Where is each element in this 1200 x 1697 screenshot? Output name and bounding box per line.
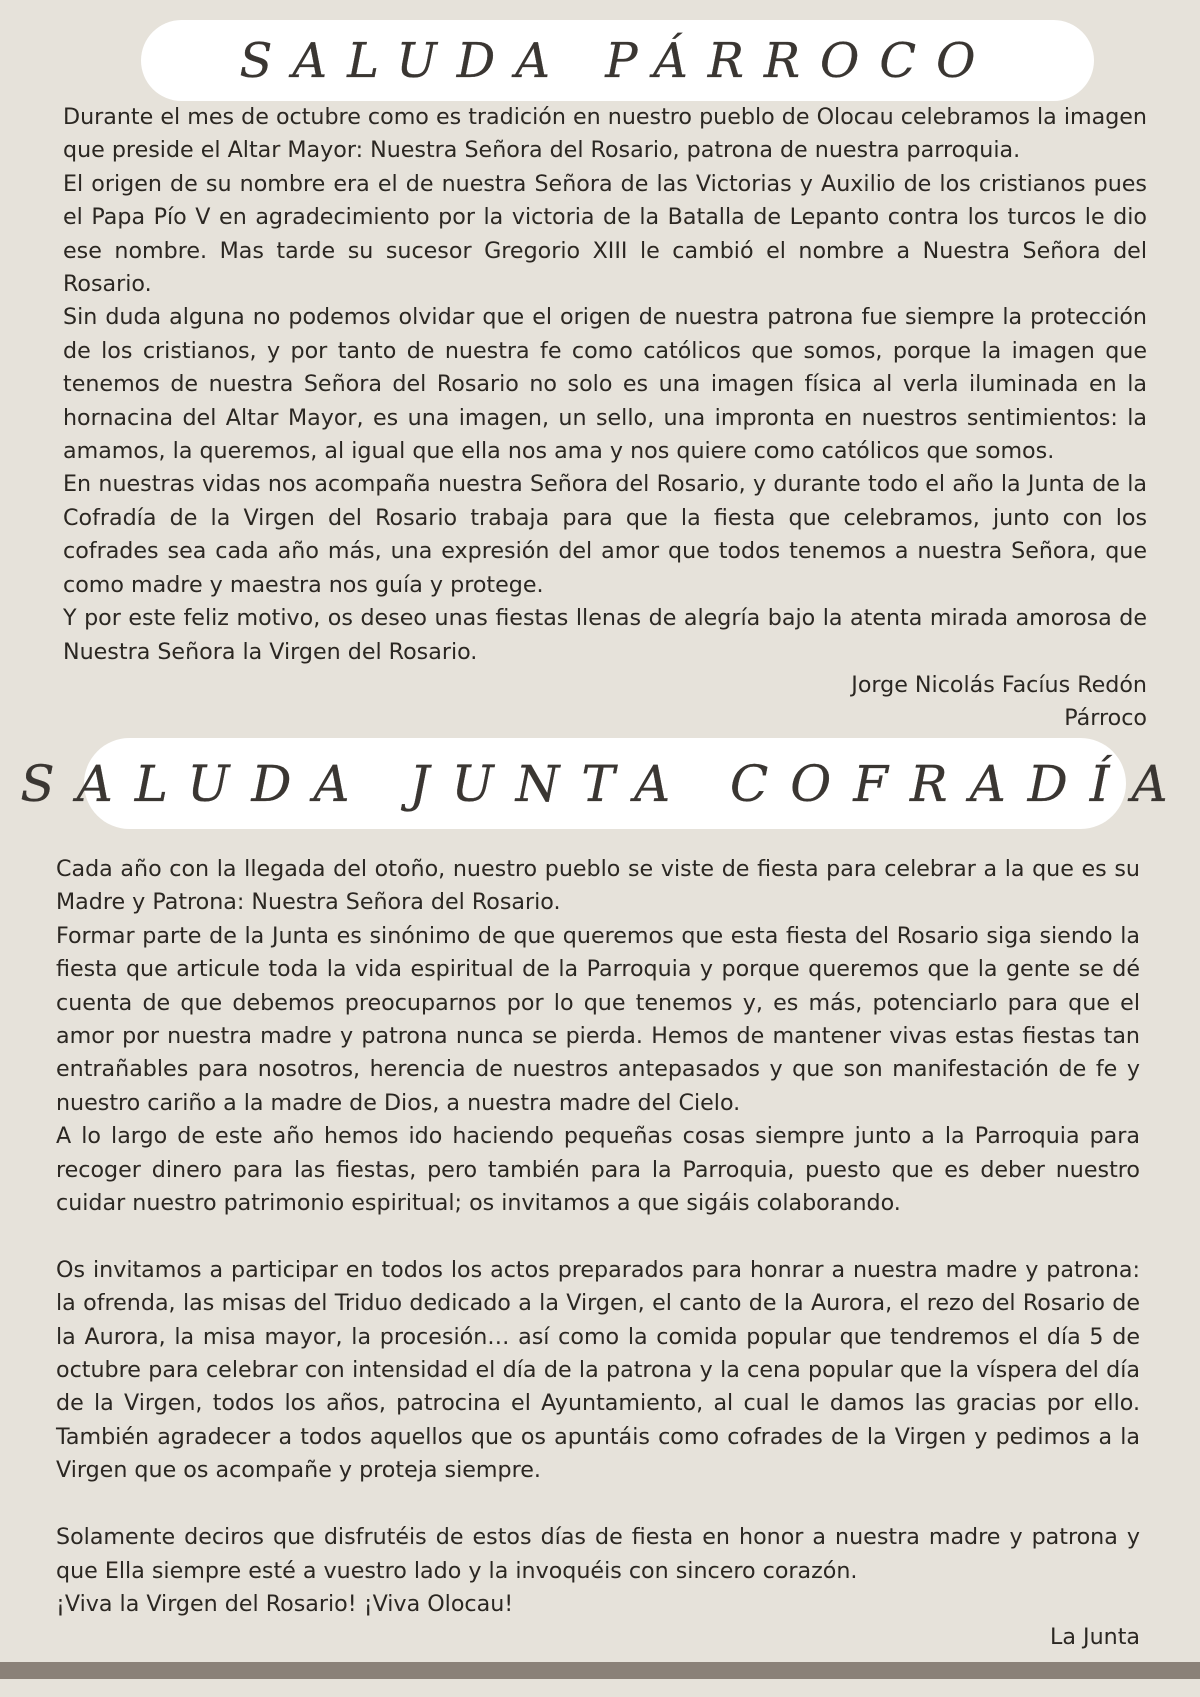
signature-junta: La Junta [1050, 1624, 1140, 1651]
paragraph: En nuestras vidas nos acompaña nuestra Señora del Rosario, y durante todo el año la Junta de la Cofradía de la Virgen del Rosario trabaja para que la fiesta que celebramos, junto con los cofrades sea cada año más, una expresión del amor que todos tenemos a nuestra Señora, que como madre y maestra nos guía y protege. [63, 471, 1147, 598]
paragraph-spacer [56, 1488, 1140, 1521]
paragraph: El origen de su nombre era el de nuestra Señora de las Victorias y Auxilio de los cristianos pues el Papa Pío V en agradecimiento por la victoria de la Batalla de Lepanto contra los turcos le dio ese nombre. Mas tarde su sucesor Gregorio XIII le cambió el nombre a Nuestra Señora del Rosario. [63, 170, 1147, 298]
title-banner-junta [20, 738, 1190, 829]
title-banner-parroco [141, 20, 1094, 101]
paragraph: A lo largo de este año hemos ido haciendo pequeñas cosas siempre junto a la Parroquia para recoger dinero para las fiestas, pero también para la Parroquia, puesto que es deber nuestro cuidar nuestro patrimonio espiritual; os invitamos a que sigáis colaborando. [56, 1123, 1140, 1217]
paragraph: Durante el mes de octubre como es tradición en nuestro pueblo de Olocau celebramos la imagen que preside el Altar Mayor: Nuestra Señora del Rosario, patrona de nuestra parroquia. [63, 104, 1147, 164]
signature-name: Jorge Nicolás Facíus Redón [851, 671, 1147, 698]
paragraph-spacer [56, 1220, 1140, 1253]
bottom-divider-bar [0, 1662, 1200, 1679]
section-title-parroco: SALUDA PÁRROCO [239, 32, 996, 89]
signature-role: Párroco [1064, 705, 1147, 732]
paragraph: Cada año con la llegada del otoño, nuestro pueblo se viste de fiesta para celebrar a la que es su Madre y Patrona: Nuestra Señora del Rosario. [56, 856, 1140, 916]
section-junta [56, 853, 1140, 1655]
paragraph: ¡Viva la Virgen del Rosario! ¡Viva Olocau! [56, 1590, 514, 1617]
paragraph: Os invitamos a participar en todos los actos preparados para honrar a nuestra madre y patrona: la ofrenda, las misas del Triduo dedicado a la Virgen, el canto de la Aurora, el rezo del Rosario de la Aurora, la misa mayor, la procesión… así como la comida popular que tendremos el día 5 de octubre para celebrar con intensidad el día de la patrona y la cena popular que la víspera del día de la Virgen, todos los años, patrocina el Ayuntamiento, al cual le damos las gracias por ello. También agradecer a todos aquellos que os apuntáis como cofrades de la Virgen y pedimos a la Virgen que os acompañe y proteja siempre. [56, 1256, 1140, 1484]
paragraph: Formar parte de la Junta es sinónimo de que queremos que esta fiesta del Rosario siga siendo la fiesta que articule toda la vida espiritual de la Parroquia y porque queremos que la gente se dé cuenta de que debemos preocuparnos por lo que tenemos y, es más, potenciarlo para que el amor por nuestra madre y patrona nunca se pierda. Hemos de mantener vivas estas fiestas tan entrañables para nosotros, herencia de nuestros antepasados y que son manifestación de fe y nuestro cariño a la madre de Dios, a nuestra madre del Cielo. [56, 922, 1140, 1116]
paragraph: Solamente deciros que disfrutéis de estos días de fiesta en honor a nuestra madre y patrona y que Ella siempre esté a vuestro lado y la invoquéis con sincero corazón. [56, 1524, 1140, 1584]
section-title-junta: SALUDA JUNTA COFRADÍA [20, 754, 1190, 813]
paragraph: Sin duda alguna no podemos olvidar que el origen de nuestra patrona fue siempre la protección de los cristianos, y por tanto de nuestra fe como católicos que somos, porque la imagen que tenemos de nuestra Señora del Rosario no solo es una imagen física al verla iluminada en la hornacina del Altar Mayor, es una imagen, un sello, una impronta en nuestros sentimientos: la amamos, la queremos, al igual que ella nos ama y nos quiere como católicos que somos. [63, 304, 1147, 465]
section-parroco [63, 101, 1147, 736]
paragraph: Y por este feliz motivo, os deseo unas fiestas llenas de alegría bajo la atenta mirada amorosa de Nuestra Señora la Virgen del Rosario. [63, 605, 1147, 665]
